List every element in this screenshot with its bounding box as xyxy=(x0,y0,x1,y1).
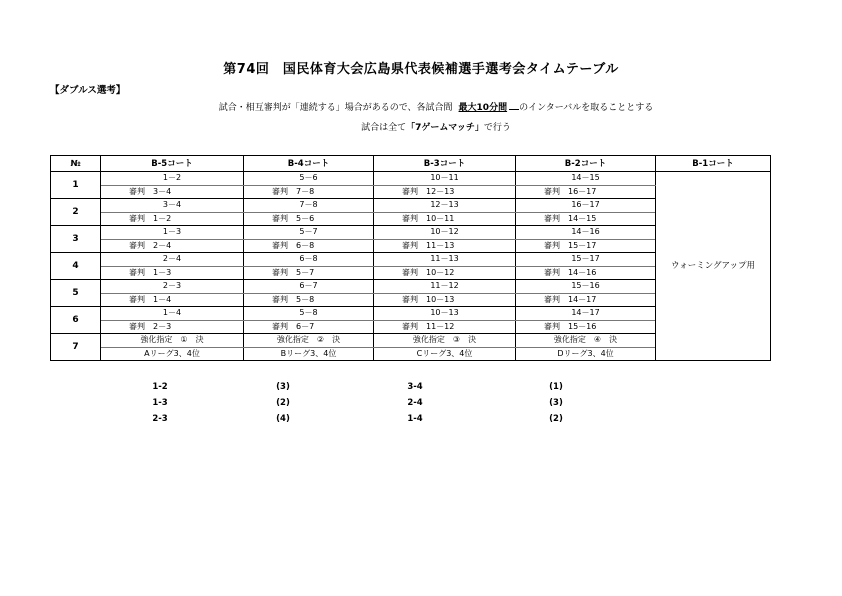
referee-cell: 審判 11－12 xyxy=(374,320,516,334)
match-cell: 3－4 xyxy=(101,199,244,213)
pairing-match: 1-3 xyxy=(152,398,168,408)
match-format-note xyxy=(0,120,842,133)
match-cell: 15－17 xyxy=(516,253,656,267)
pairing-match: 2-4 xyxy=(407,398,423,408)
timetable xyxy=(50,155,771,361)
match-cell: 6－7 xyxy=(244,280,374,294)
pairing-ref: (3) xyxy=(276,382,290,392)
league-cell: Aリーグ3、4位 xyxy=(101,347,244,361)
match-cell: 強化指定 ④ 決 xyxy=(516,334,656,348)
referee-cell: 審判 3－4 xyxy=(101,185,244,199)
pairing-ref: (2) xyxy=(549,414,563,424)
match-cell: 2－4 xyxy=(101,253,244,267)
match-cell: 14－15 xyxy=(516,172,656,186)
referee-cell: 審判 5－7 xyxy=(244,266,374,280)
round-number: 2 xyxy=(51,199,101,226)
league-cell: Dリーグ3、4位 xyxy=(516,347,656,361)
interval-note-tail: のインターバルを取ることとする xyxy=(519,103,654,113)
referee-cell: 審判 14－16 xyxy=(516,266,656,280)
pairing-list xyxy=(50,382,610,430)
match-cell: 強化指定 ① 決 xyxy=(101,334,244,348)
match-cell: 15－16 xyxy=(516,280,656,294)
league-cell: Cリーグ3、4位 xyxy=(374,347,516,361)
pairing-ref: (3) xyxy=(549,398,563,408)
match-cell: 5－7 xyxy=(244,226,374,240)
match-cell: 16－17 xyxy=(516,199,656,213)
referee-cell: 審判 5－6 xyxy=(244,212,374,226)
match-cell: 11－13 xyxy=(374,253,516,267)
page-title: 第74回 国民体育大会広島県代表候補選手選考会タイムテーブル xyxy=(223,62,619,77)
match-cell: 10－12 xyxy=(374,226,516,240)
pairing-match: 3-4 xyxy=(407,382,423,392)
header-court-b3: B-3コート xyxy=(374,156,516,172)
match-cell: 6－8 xyxy=(244,253,374,267)
interval-note-text: 試合・相互審判が「連続する」場合があるので、各試合間 xyxy=(218,103,453,113)
pairing-ref: (2) xyxy=(276,398,290,408)
match-cell: 14－16 xyxy=(516,226,656,240)
round-number: 7 xyxy=(51,334,101,361)
timetable-header-row xyxy=(51,156,771,172)
match-cell: 1－3 xyxy=(101,226,244,240)
header-court-b5: B-5コート xyxy=(101,156,244,172)
pairing-match: 1-2 xyxy=(152,382,168,392)
header-court-b1: B-1コート xyxy=(656,156,771,172)
header-no: № xyxy=(51,156,101,172)
match-cell: 11－12 xyxy=(374,280,516,294)
round-number: 3 xyxy=(51,226,101,253)
match-cell: 1－4 xyxy=(101,307,244,321)
pairing-row xyxy=(50,414,610,430)
referee-cell: 審判 2－4 xyxy=(101,239,244,253)
round-number: 1 xyxy=(51,172,101,199)
match-cell: 強化指定 ② 決 xyxy=(244,334,374,348)
referee-cell: 審判 1－3 xyxy=(101,266,244,280)
pairing-match: 2-3 xyxy=(152,414,168,424)
referee-cell: 審判 6－7 xyxy=(244,320,374,334)
pairing-row xyxy=(50,382,610,398)
referee-cell: 審判 10－13 xyxy=(374,293,516,307)
pairing-match: 1-4 xyxy=(407,414,423,424)
referee-cell: 審判 7－8 xyxy=(244,185,374,199)
referee-cell: 審判 1－4 xyxy=(101,293,244,307)
referee-cell: 審判 1－2 xyxy=(101,212,244,226)
match-format-emphasis: 「7ゲームマッチ」 xyxy=(406,123,484,133)
match-format-text: 試合は全て xyxy=(361,123,407,133)
match-cell: 強化指定 ③ 決 xyxy=(374,334,516,348)
match-cell: 12－13 xyxy=(374,199,516,213)
round-number: 6 xyxy=(51,307,101,334)
referee-cell: 審判 15－16 xyxy=(516,320,656,334)
underline-blank xyxy=(509,100,519,110)
header-court-b4: B-4コート xyxy=(244,156,374,172)
match-cell: 2－3 xyxy=(101,280,244,294)
round-number: 5 xyxy=(51,280,101,307)
referee-cell: 審判 12－13 xyxy=(374,185,516,199)
league-cell: Bリーグ3、4位 xyxy=(244,347,374,361)
match-cell: 1－2 xyxy=(101,172,244,186)
pairing-ref: (1) xyxy=(549,382,563,392)
referee-cell: 審判 14－17 xyxy=(516,293,656,307)
referee-cell: 審判 10－11 xyxy=(374,212,516,226)
referee-cell: 審判 15－17 xyxy=(516,239,656,253)
interval-note xyxy=(0,100,842,113)
section-heading: 【ダブルス選考】 xyxy=(50,85,126,96)
pairing-row xyxy=(50,398,610,414)
match-format-tail: で行う xyxy=(483,123,511,133)
round-number: 4 xyxy=(51,253,101,280)
match-cell: 7－8 xyxy=(244,199,374,213)
match-cell: 14－17 xyxy=(516,307,656,321)
table-row xyxy=(51,172,771,186)
match-cell: 5－8 xyxy=(244,307,374,321)
referee-cell: 審判 10－12 xyxy=(374,266,516,280)
pairing-ref: (4) xyxy=(276,414,290,424)
match-cell: 10－11 xyxy=(374,172,516,186)
referee-cell: 審判 6－8 xyxy=(244,239,374,253)
match-cell: 10－13 xyxy=(374,307,516,321)
header-court-b2: B-2コート xyxy=(516,156,656,172)
referee-cell: 審判 11－13 xyxy=(374,239,516,253)
interval-note-emphasis: 最大10分間 xyxy=(458,103,508,113)
match-cell: 5－6 xyxy=(244,172,374,186)
referee-cell: 審判 14－15 xyxy=(516,212,656,226)
warmup-court-cell: ウォーミングアップ用 xyxy=(656,172,771,361)
referee-cell: 審判 16－17 xyxy=(516,185,656,199)
referee-cell: 審判 5－8 xyxy=(244,293,374,307)
referee-cell: 審判 2－3 xyxy=(101,320,244,334)
